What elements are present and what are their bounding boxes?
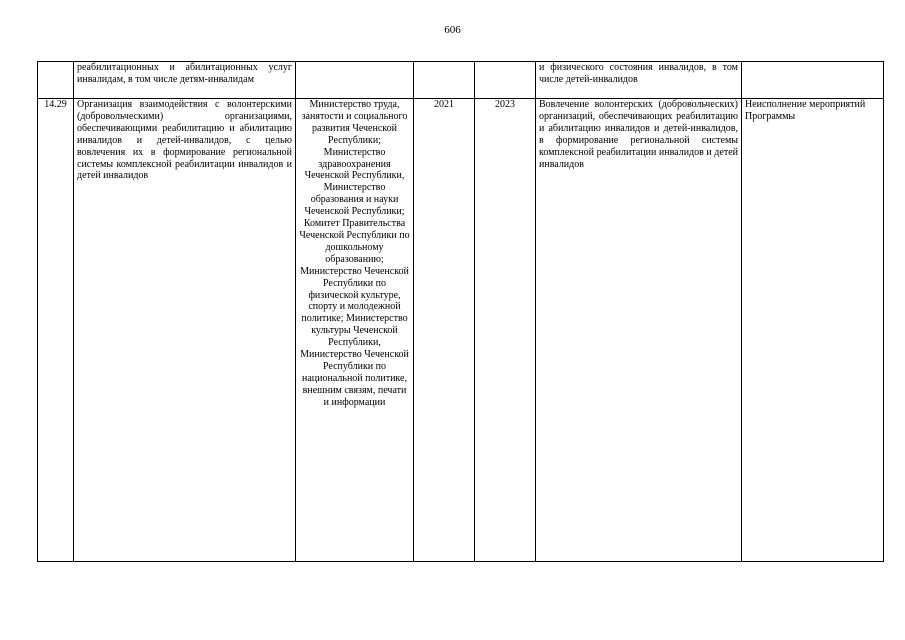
page-number: 606 xyxy=(444,24,461,36)
cell-event: реабилитационных и абилитационных услуг инвалидам, в том числе детям-инвалидам xyxy=(74,62,296,99)
program-measures-table xyxy=(37,61,884,562)
cell-executor xyxy=(296,62,414,99)
table-row xyxy=(38,62,884,99)
table-row xyxy=(38,99,884,562)
cell-result: и физического состояния инвалидов, в том числе детей-инвалидов xyxy=(536,62,742,99)
cell-result: Вовлечение волонтерских (добровольческих) организаций, обеспечивающих реабилитацию и абилитацию инвалидов и детей-инвалидов, в формирование региональной системы комплексной реабилитации инвалидов и детей инвалидов xyxy=(536,99,742,562)
cell-end-year: 2023 xyxy=(475,99,536,562)
cell-executor: Министерство труда, занятости и социального развития Чеченской Республики; Министерство здравоохранения Чеченской Республики, Министерство образования и науки Чеченской Республики; Комитет Правительства Чеченской Республики по дошкольному образованию; Министерство Чеченской Республики по физической культуре, спорту и молодежной политике; Министерство культуры Чеченской Республики, Министерство Чеченской Республики по национальной политике, внешним связям, печати и информации xyxy=(296,99,414,562)
cell-consequence xyxy=(742,62,884,99)
cell-number xyxy=(38,62,74,99)
cell-end-year xyxy=(475,62,536,99)
cell-event: Организация взаимодействия с волонтерскими (добровольческими) организациями, обеспечивающими реабилитацию и абилитацию инвалидов и детей-инвалидов, с целью вовлечения их в формирование региональной системы комплексной реабилитации инвалидов и детей инвалидов xyxy=(74,99,296,562)
cell-consequence: Неисполнение мероприятий Программы xyxy=(742,99,884,562)
cell-number: 14.29 xyxy=(38,99,74,562)
cell-start-year xyxy=(414,62,475,99)
cell-start-year: 2021 xyxy=(414,99,475,562)
